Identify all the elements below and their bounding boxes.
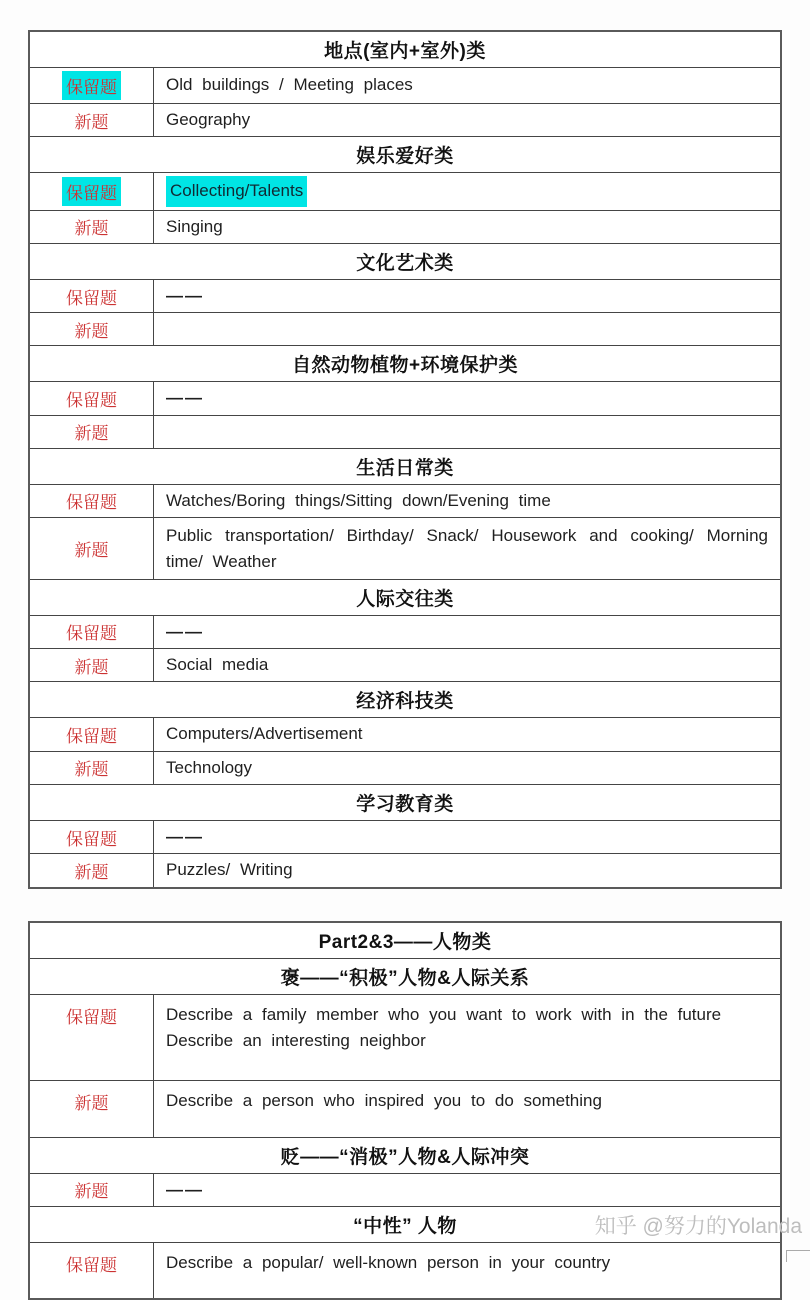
subheader-title: 贬——“消极”人物&人际冲突 (280, 1146, 530, 1168)
new-label-cell (30, 416, 154, 448)
table-row-retained (30, 820, 780, 853)
topic-line: Describe a family member who you want to work with in the future (166, 1004, 722, 1024)
table-row-retained (30, 381, 780, 414)
table-row-new (30, 1173, 780, 1206)
zhihu-watermark: 知乎 @努力的Yolanda (594, 1215, 802, 1238)
topic-content: Public transportation/ Birthday/ Snack/ Housework and cooking/ Morning time/ Weather (166, 526, 768, 572)
retained-label: 保留题 (66, 391, 117, 411)
table-row-retained (30, 279, 780, 312)
category-header-places (30, 32, 780, 67)
retained-label-cell (30, 280, 154, 312)
new-label: 新题 (74, 112, 109, 132)
category-title: 人际交往类 (356, 588, 454, 610)
retained-label-cell (30, 821, 154, 853)
topic-content: —— (166, 286, 204, 306)
table2-title-row (30, 923, 780, 958)
topic-content: Describe a person who inspired you to do something (166, 1090, 602, 1110)
new-label: 新题 (74, 219, 109, 239)
table-row-new (30, 210, 780, 243)
table-row-retained (30, 717, 780, 750)
table-row-retained (30, 1242, 780, 1298)
subheader-title: 褒——“积极”人物&人际关系 (280, 967, 530, 989)
topic-content: Social media (166, 655, 269, 675)
category-title: 生活日常类 (356, 457, 454, 479)
new-label-cell (30, 211, 154, 243)
table-row-new (30, 648, 780, 681)
table-row-retained (30, 484, 780, 517)
category-header-culture-art (30, 243, 780, 279)
document-page (28, 30, 782, 1300)
category-header-daily-life (30, 448, 780, 484)
topic-content: —— (166, 827, 204, 847)
topic-content: —— (166, 388, 204, 408)
category-title: 学习教育类 (356, 794, 454, 816)
topic-content: Old buildings / Meeting places (166, 75, 413, 95)
category-title: 经济科技类 (356, 691, 454, 713)
new-label: 新题 (74, 863, 109, 883)
retained-label: 保留题 (62, 177, 121, 206)
table-spacer (28, 889, 782, 921)
retained-label: 保留题 (66, 288, 117, 308)
topic-line: Describe an interesting neighbor (166, 1031, 426, 1051)
new-label: 新题 (74, 1093, 109, 1113)
new-label-cell (30, 854, 154, 886)
table-row-retained (30, 615, 780, 648)
topic-content: Singing (166, 216, 223, 236)
new-label: 新题 (74, 540, 109, 560)
category-header-interpersonal (30, 579, 780, 615)
new-label-cell (30, 104, 154, 136)
category-header-hobbies (30, 136, 780, 172)
new-label: 新题 (74, 424, 109, 444)
retained-label: 保留题 (66, 1256, 117, 1276)
topic-content-cell (154, 173, 780, 209)
topic-content: —— (166, 621, 204, 641)
topic-content (154, 313, 780, 345)
new-label-cell (30, 313, 154, 345)
retained-label-cell (30, 1243, 154, 1298)
table-row-new (30, 751, 780, 784)
category-header-economy-technology (30, 681, 780, 717)
new-label: 新题 (74, 1182, 109, 1202)
retained-label: 保留题 (66, 829, 117, 849)
new-label: 新题 (74, 760, 109, 780)
table-row-retained (30, 994, 780, 1080)
retained-label: 保留题 (66, 727, 117, 747)
topic-content: Technology (166, 757, 253, 777)
new-label: 新题 (74, 657, 109, 677)
retained-label: 保留题 (66, 624, 117, 644)
category-header-study-education (30, 784, 780, 820)
next-table-corner (786, 1250, 810, 1262)
topic-content: Geography (166, 110, 251, 129)
table-row-retained (30, 67, 780, 103)
retained-label-cell (30, 718, 154, 750)
part23-people-table (28, 921, 782, 1300)
table-row-new (30, 415, 780, 448)
table-row-new (30, 103, 780, 136)
new-label-cell (30, 1174, 154, 1206)
category-title: 文化艺术类 (356, 253, 454, 275)
topic-content: Describe a popular/ well-known person in your country (166, 1253, 611, 1273)
category-title: 自然动物植物+环境保护类 (291, 355, 519, 377)
retained-label-cell (30, 995, 154, 1080)
retained-label-cell (30, 173, 154, 209)
table-row-new (30, 853, 780, 886)
topic-content (154, 416, 780, 448)
retained-label-cell (30, 68, 154, 103)
category-header-nature-environment (30, 345, 780, 381)
retained-label: 保留题 (66, 493, 117, 513)
topic-content: Watches/Boring things/Sitting down/Evening time (166, 490, 551, 510)
retained-label-cell (30, 616, 154, 648)
retained-label-cell (30, 382, 154, 414)
retained-label: 保留题 (66, 1007, 117, 1027)
topic-content-cell (154, 995, 780, 1080)
category-title: 地点(室内+室外)类 (324, 41, 486, 62)
subheader-negative-people (30, 1137, 780, 1173)
topic-content: Computers/Advertisement (166, 724, 363, 744)
new-label-cell (30, 752, 154, 784)
table-row-retained (30, 172, 780, 209)
retained-label: 保留题 (62, 71, 121, 100)
new-label-cell (30, 518, 154, 579)
new-label-cell (30, 1081, 154, 1137)
subheader-title: “中性” 人物 (353, 1216, 457, 1238)
subheader-positive-people (30, 958, 780, 994)
table2-title: Part2&3——人物类 (318, 931, 492, 953)
table-row-new (30, 312, 780, 345)
topic-content: Puzzles/ Writing (166, 860, 293, 880)
table-row-new (30, 1080, 780, 1137)
new-label: 新题 (74, 321, 109, 341)
topic-content: —— (166, 1179, 204, 1199)
retained-label-cell (30, 485, 154, 517)
table-row-new (30, 517, 780, 579)
topic-content: Collecting/Talents (166, 176, 307, 206)
part1-topics-table (28, 30, 782, 889)
new-label-cell (30, 649, 154, 681)
category-title: 娱乐爱好类 (356, 146, 454, 168)
